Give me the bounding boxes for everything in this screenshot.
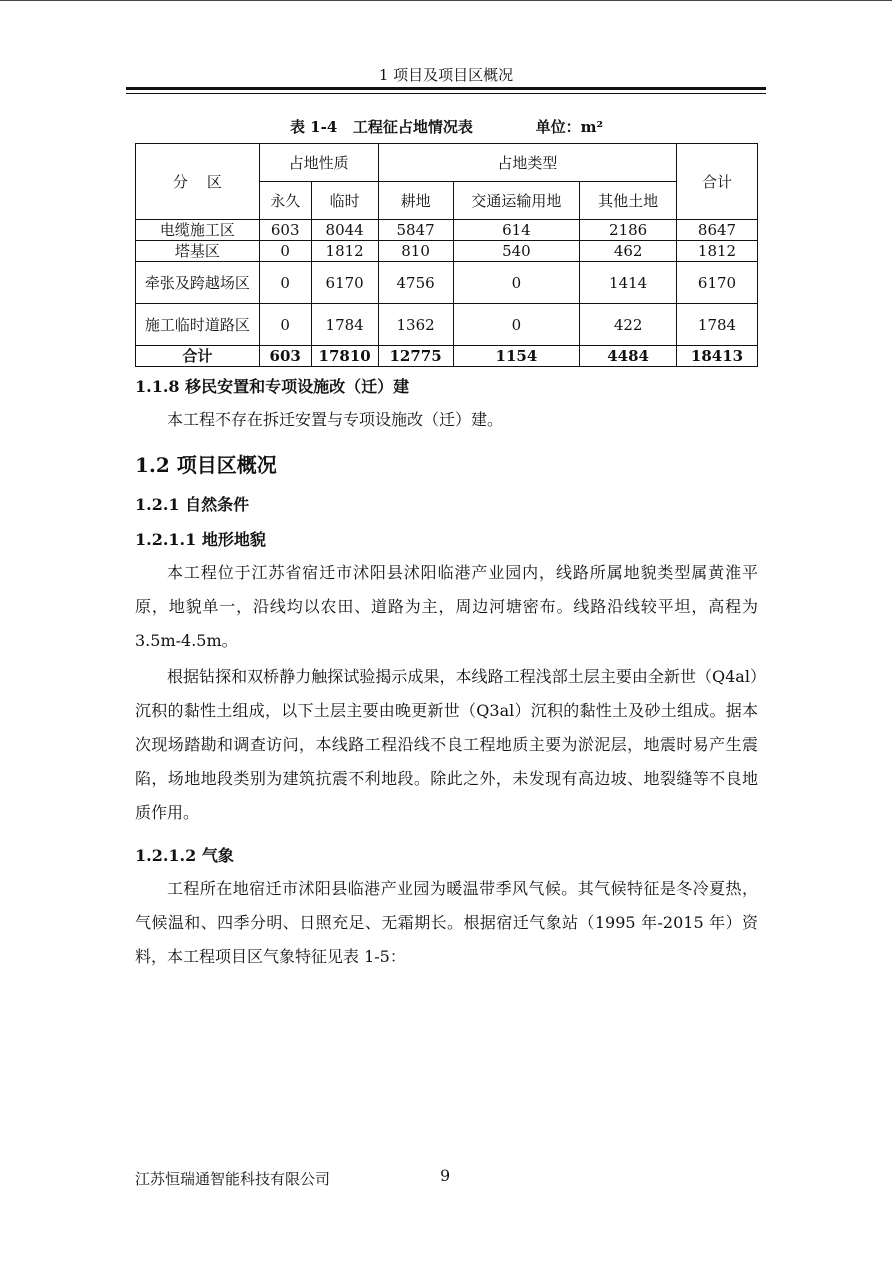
heading-1-1-8: 1.1.8 移民安置和专项设施改（迁）建 [135, 377, 410, 396]
header-permanent: 永久 [259, 182, 311, 220]
heading-1-2-1-1: 1.2.1.1 地形地貌 [135, 530, 266, 549]
table-total-row [136, 346, 758, 367]
header-transport: 交通运输用地 [453, 182, 580, 220]
header-rule [126, 87, 766, 90]
table-row [136, 262, 758, 304]
heading-1-2-1-2: 1.2.1.2 气象 [135, 846, 234, 865]
cell-farmland: 5847 [378, 220, 453, 241]
table-header-row [136, 144, 758, 182]
cell-farmland: 810 [378, 241, 453, 262]
page-number: 9 [440, 1166, 451, 1185]
header-temporary: 临时 [311, 182, 378, 220]
header-nature: 占地性质 [259, 144, 378, 182]
cell-total: 1784 [677, 304, 758, 346]
running-header: 1 项目及项目区概况 [378, 66, 514, 84]
heading-1-2: 1.2 项目区概况 [135, 453, 277, 477]
cell-other: 4484 [580, 346, 677, 367]
cell-zone: 施工临时道路区 [136, 304, 260, 346]
cell-zone: 电缆施工区 [136, 220, 260, 241]
cell-farmland: 12775 [378, 346, 453, 367]
table-row [136, 220, 758, 241]
cell-other: 1414 [580, 262, 677, 304]
cell-other: 2186 [580, 220, 677, 241]
cell-temporary: 1812 [311, 241, 378, 262]
cell-zone: 塔基区 [136, 241, 260, 262]
cell-permanent: 0 [259, 241, 311, 262]
cell-permanent: 603 [259, 220, 311, 241]
cell-farmland: 1362 [378, 304, 453, 346]
cell-zone: 合计 [136, 346, 260, 367]
cell-permanent: 603 [259, 346, 311, 367]
cell-permanent: 0 [259, 304, 311, 346]
footer-company: 江苏恒瑞通智能科技有限公司 [135, 1170, 331, 1188]
cell-permanent: 0 [259, 262, 311, 304]
cell-total: 6170 [677, 262, 758, 304]
cell-transport: 0 [453, 262, 580, 304]
paragraph-geology: 根据钻探和双桥静力触探试验揭示成果，本线路工程浅部土层主要由全新世（Q4al）沉积的黏性土组成，以下土层主要由晚更新世（Q3al）沉积的黏性土及砂土组成。据本次现场踏勘和调查访问，本线路工程沿线不良工程地质主要为淤泥层，地震时易产生震陷，场地地段类别为建筑抗震不利地段。除此之外，未发现有高边坡、地裂缝等不良地质作用。 [135, 667, 758, 822]
cell-transport: 1154 [453, 346, 580, 367]
cell-total: 8647 [677, 220, 758, 241]
land-occupation-table [135, 143, 758, 367]
paragraph-topography: 本工程位于江苏省宿迁市沭阳县沭阳临港产业园内，线路所属地貌类型属黄淮平原，地貌单一，沿线均以农田、道路为主，周边河塘密布。线路沿线较平坦，高程为 3.5m-4.5m。 [135, 563, 758, 650]
cell-temporary: 6170 [311, 262, 378, 304]
paragraph-resettlement: 本工程不存在拆迁安置与专项设施改（迁）建。 [167, 410, 504, 429]
paragraph-climate: 工程所在地宿迁市沭阳县临港产业园为暖温带季风气候。其气候特征是冬冷夏热，气候温和、四季分明、日照充足、无霜期长。根据宿迁气象站（1995 年-2015 年）资料，本工程项目区气象特征见表 1-5： [135, 879, 758, 966]
header-total: 合计 [677, 144, 758, 220]
cell-transport: 614 [453, 220, 580, 241]
page-top-border [0, 0, 892, 1]
cell-temporary: 1784 [311, 304, 378, 346]
table-row [136, 241, 758, 262]
cell-farmland: 4756 [378, 262, 453, 304]
cell-temporary: 8044 [311, 220, 378, 241]
table-row [136, 304, 758, 346]
header-other: 其他土地 [580, 182, 677, 220]
cell-zone: 牵张及跨越场区 [136, 262, 260, 304]
heading-1-2-1: 1.2.1 自然条件 [135, 495, 250, 514]
cell-transport: 540 [453, 241, 580, 262]
header-farmland: 耕地 [378, 182, 453, 220]
cell-other: 462 [580, 241, 677, 262]
header-zone: 分 区 [136, 144, 260, 220]
cell-temporary: 17810 [311, 346, 378, 367]
header-type: 占地类型 [378, 144, 676, 182]
cell-total: 1812 [677, 241, 758, 262]
cell-total: 18413 [677, 346, 758, 367]
header-rule-thin [126, 93, 766, 94]
table-caption: 表 1-4 工程征占地情况表 单位：m² [289, 118, 604, 136]
cell-transport: 0 [453, 304, 580, 346]
cell-other: 422 [580, 304, 677, 346]
